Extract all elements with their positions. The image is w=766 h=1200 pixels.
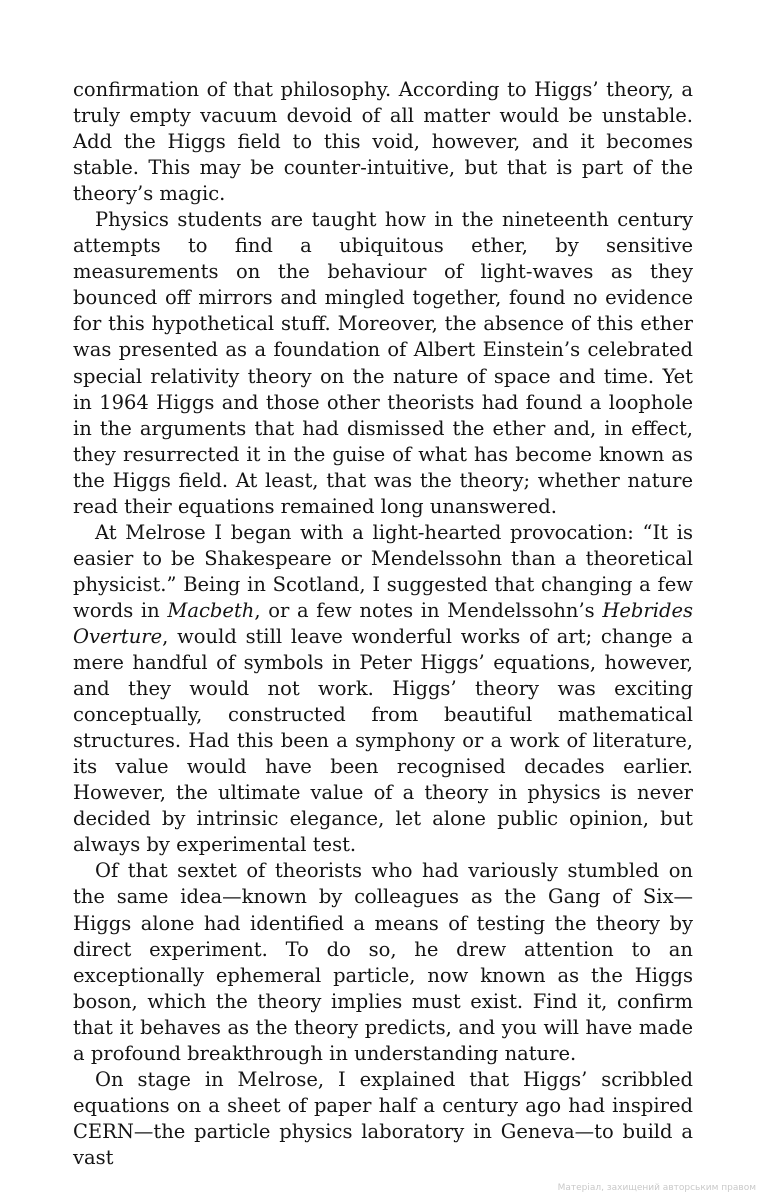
paragraph-3-text-a: At Melrose I began with a light-hearted provocation: “It is easier to be Shakespeare or Mendelssohn than a theoretical physicist.” Being in Scotland, I suggested that changing a few words in bbox=[73, 520, 693, 622]
title-macbeth: Macbeth bbox=[167, 598, 255, 622]
paragraph-1-text: confirmation of that philosophy. According to Higgs’ theory, a truly empty vacuum devoid of all matter would be unstable. Add the Higgs field to this void, however, and it becomes stable. This may be counter-intuitive, but that is part of the theory’s magic. bbox=[73, 78, 693, 206]
copyright-watermark: Матеріал, захищений авторським правом bbox=[557, 1183, 756, 1193]
paragraph-3 bbox=[73, 520, 693, 859]
paragraph-2 bbox=[73, 207, 693, 520]
paragraph-3-text-c: , would still leave wonderful works of art; change a mere handful of symbols in Peter Higgs’ equations, however, and they would not work. Higgs’ theory was exciting conceptually, constructed from beautiful mathematical structures. Had this been a symphony or a work of literature, its value would have been recognised decades earlier. However, the ultimate value of a theory in physics is never decided by intrinsic elegance, let alone public opinion, but always by experimental test. bbox=[73, 624, 693, 857]
paragraph-5-text: On stage in Melrose, I explained that Higgs’ scribbled equations on a sheet of paper half a century ago had inspired CERN—the particle physics laboratory in Geneva—to build a vast bbox=[73, 1067, 693, 1169]
paragraph-5 bbox=[73, 1067, 693, 1171]
paragraph-4-text: Of that sextet of theorists who had variously stumbled on the same idea—known by colleagues as the Gang of Six—Higgs alone had identified a means of testing the theory by direct experiment. To do so, he drew attention to an exceptionally ephemeral particle, now known as the Higgs boson, which the theory implies must exist. Find it, confirm that it behaves as the theory predicts, and you will have made a profound breakthrough in understanding nature. bbox=[73, 859, 693, 1065]
paragraph-2-text: Physics students are taught how in the nineteenth century attempts to find a ubiquitous ether, by sensitive measurements on the behaviour of light-waves as they bounced off mirrors and mingled together, found no evidence for this hypothetical stuff. Moreover, the absence of this ether was presented as a foundation of Albert Einstein’s celebrated special relativity theory on the nature of space and time. Yet in 1964 Higgs and those other theorists had found a loophole in the arguments that had dismissed the ether and, in effect, they resurrected it in the guise of what has become known as the Higgs field. At least, that was the theory; whether nature read their equations remained long unanswered. bbox=[73, 208, 693, 518]
book-page-body bbox=[73, 77, 693, 1171]
paragraph-1 bbox=[73, 77, 693, 207]
title-hebrides-overture: Hebrides Overture bbox=[73, 598, 694, 648]
paragraph-4 bbox=[73, 858, 693, 1066]
paragraph-3-text-b: , or a few notes in Mendelssohn’s bbox=[254, 598, 603, 622]
